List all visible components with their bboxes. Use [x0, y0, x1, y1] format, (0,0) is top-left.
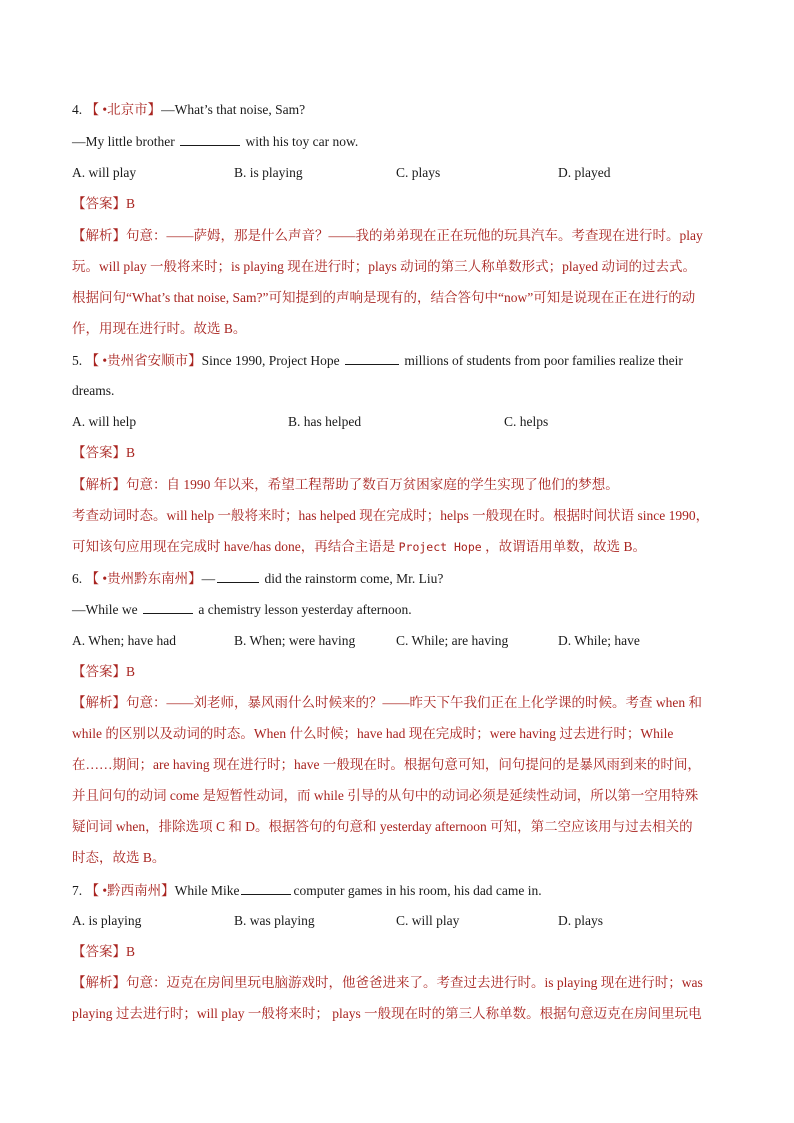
- q5-analysis-3: [72, 538, 732, 556]
- question-text: —My little brother: [72, 134, 175, 149]
- option-c: C. While; are having: [396, 633, 509, 648]
- question-text: computer games in his room, his dad came in.: [293, 883, 542, 898]
- option-a: A. is playing: [72, 913, 142, 928]
- answer-blank: [241, 881, 291, 895]
- q6-analysis-5: 疑问词 when，排除选项 C 和 D。根据答句的句意和 yesterday afternoon 可知，第二空应该用与过去相关的: [72, 819, 693, 834]
- q4-stem: [72, 101, 732, 119]
- q5-stem: [72, 351, 732, 370]
- q6-stem: [72, 569, 732, 588]
- analysis-label: 【解析】: [72, 695, 126, 710]
- analysis-text: 句意：——刘老师，暴风雨什么时候来的？——昨天下午我们正在上化学课的时候。考查 when 和: [126, 695, 702, 710]
- option-c: C. helps: [504, 414, 549, 429]
- q4-analysis-3: 根据问句“What’s that noise, Sam?”可知提到的声响是现有的，结合答句中“now”可知是说现在正在进行的动: [72, 290, 696, 305]
- option-a: A. will play: [72, 165, 137, 180]
- q7-analysis-1: [72, 974, 732, 992]
- q5-answer: [72, 444, 732, 462]
- q6-answer: [72, 663, 732, 681]
- answer-blank: [217, 569, 259, 583]
- answer-value: B: [126, 445, 136, 460]
- question-number: 6.: [72, 571, 83, 586]
- analysis-text: 句意：自 1990 年以来，希望工程帮助了数百万贫困家庭的学生实现了他们的梦想。: [126, 477, 619, 492]
- q4-line2: [72, 132, 732, 151]
- answer-label: 【答案】: [72, 664, 126, 679]
- q6-line2: [72, 600, 732, 619]
- question-source: 【 •贵州黔东南州】: [85, 571, 202, 586]
- analysis-label: 【解析】: [72, 228, 126, 243]
- question-text: —While we: [72, 602, 138, 617]
- analysis-label: 【解析】: [72, 975, 126, 990]
- q6-analysis-2: while 的区别以及动词的时态。When 什么时候；have had 现在完成时；were having 过去进行时；While: [72, 726, 674, 741]
- option-b: B. When; were having: [234, 633, 356, 648]
- option-d: D. While; have: [558, 633, 640, 648]
- question-number: 7.: [72, 883, 83, 898]
- analysis-label: 【解析】: [72, 477, 126, 492]
- option-b: B. was playing: [234, 913, 315, 928]
- option-b: B. is playing: [234, 165, 303, 180]
- answer-label: 【答案】: [72, 196, 126, 211]
- question-text: —What’s that noise, Sam?: [161, 102, 306, 117]
- answer-value: B: [126, 944, 136, 959]
- question-text: with his toy car now.: [245, 134, 359, 149]
- q5-analysis-2: 考查动词时态。will help 一般将来时；has helped 现在完成时；helps 一般现在时。根据时间状语 since 1990，: [72, 508, 710, 523]
- q4-analysis-4: 作，用现在进行时。故选 B。: [72, 321, 247, 336]
- question-source: 【 •黔西南州】: [85, 883, 175, 898]
- q4-answer: [72, 195, 732, 213]
- option-a: A. will help: [72, 414, 137, 429]
- answer-label: 【答案】: [72, 944, 126, 959]
- q5-line2: dreams.: [72, 383, 115, 398]
- option-c: C. plays: [396, 165, 441, 180]
- option-d: D. played: [558, 165, 611, 180]
- q7-stem: [72, 881, 732, 900]
- analysis-code-text: Project Hope: [398, 540, 482, 554]
- question-source: 【 •贵州省安顺市】: [85, 353, 202, 368]
- q6-analysis-6: 时态，故选 B。: [72, 850, 166, 865]
- q6-analysis-4: 并且问句的动词 come 是短暂性动词，而 while 引导的从句中的动词必须是延续性动词，所以第一空用特殊: [72, 788, 699, 803]
- question-text: While Mike: [174, 883, 240, 898]
- option-b: B. has helped: [288, 414, 362, 429]
- option-d: D. plays: [558, 913, 603, 928]
- answer-value: B: [126, 664, 136, 679]
- q4-analysis-1: [72, 227, 732, 245]
- question-text: Since 1990, Project Hope: [201, 353, 340, 368]
- question-text: a chemistry lesson yesterday afternoon.: [198, 602, 412, 617]
- analysis-text: 句意：——萨姆，那是什么声音？——我的弟弟现在正在玩他的玩具汽车。考查现在进行时。play: [126, 228, 703, 243]
- answer-label: 【答案】: [72, 445, 126, 460]
- question-text: did the rainstorm come, Mr. Liu?: [264, 571, 444, 586]
- q6-analysis-1: [72, 694, 732, 712]
- q5-analysis-1: [72, 476, 732, 494]
- answer-value: B: [126, 196, 136, 211]
- analysis-text: 句意：迈克在房间里玩电脑游戏时，他爸爸进来了。考查过去进行时。is playing 现在进行时；was: [126, 975, 703, 990]
- question-text: millions of students from poor families realize their: [404, 353, 683, 368]
- question-number: 4.: [72, 102, 83, 117]
- analysis-text: ，故谓语用单数，故选 B。: [485, 539, 646, 554]
- q7-answer: [72, 943, 732, 961]
- answer-blank: [345, 351, 399, 365]
- question-number: 5.: [72, 353, 83, 368]
- question-source: 【 •北京市】: [85, 102, 162, 117]
- q4-analysis-2: 玩。will play 一般将来时；is playing 现在进行时；plays 动词的第三人称单数形式；played 动词的过去式。: [72, 259, 696, 274]
- q7-analysis-2: playing 过去进行时；will play 一般将来时； plays 一般现在时的第三人称单数。根据句意迈克在房间里玩电: [72, 1006, 702, 1021]
- option-c: C. will play: [396, 913, 460, 928]
- answer-blank: [143, 600, 193, 614]
- q6-analysis-3: 在……期间；are having 现在进行时；have 一般现在时。根据句意可知，问句提问的是暴风雨到来的时间，: [72, 757, 701, 772]
- option-a: A. When; have had: [72, 633, 176, 648]
- answer-blank: [180, 132, 240, 146]
- analysis-text: 可知该句应用现在完成时 have/has done，再结合主语是: [72, 539, 396, 554]
- question-text: —: [201, 571, 216, 586]
